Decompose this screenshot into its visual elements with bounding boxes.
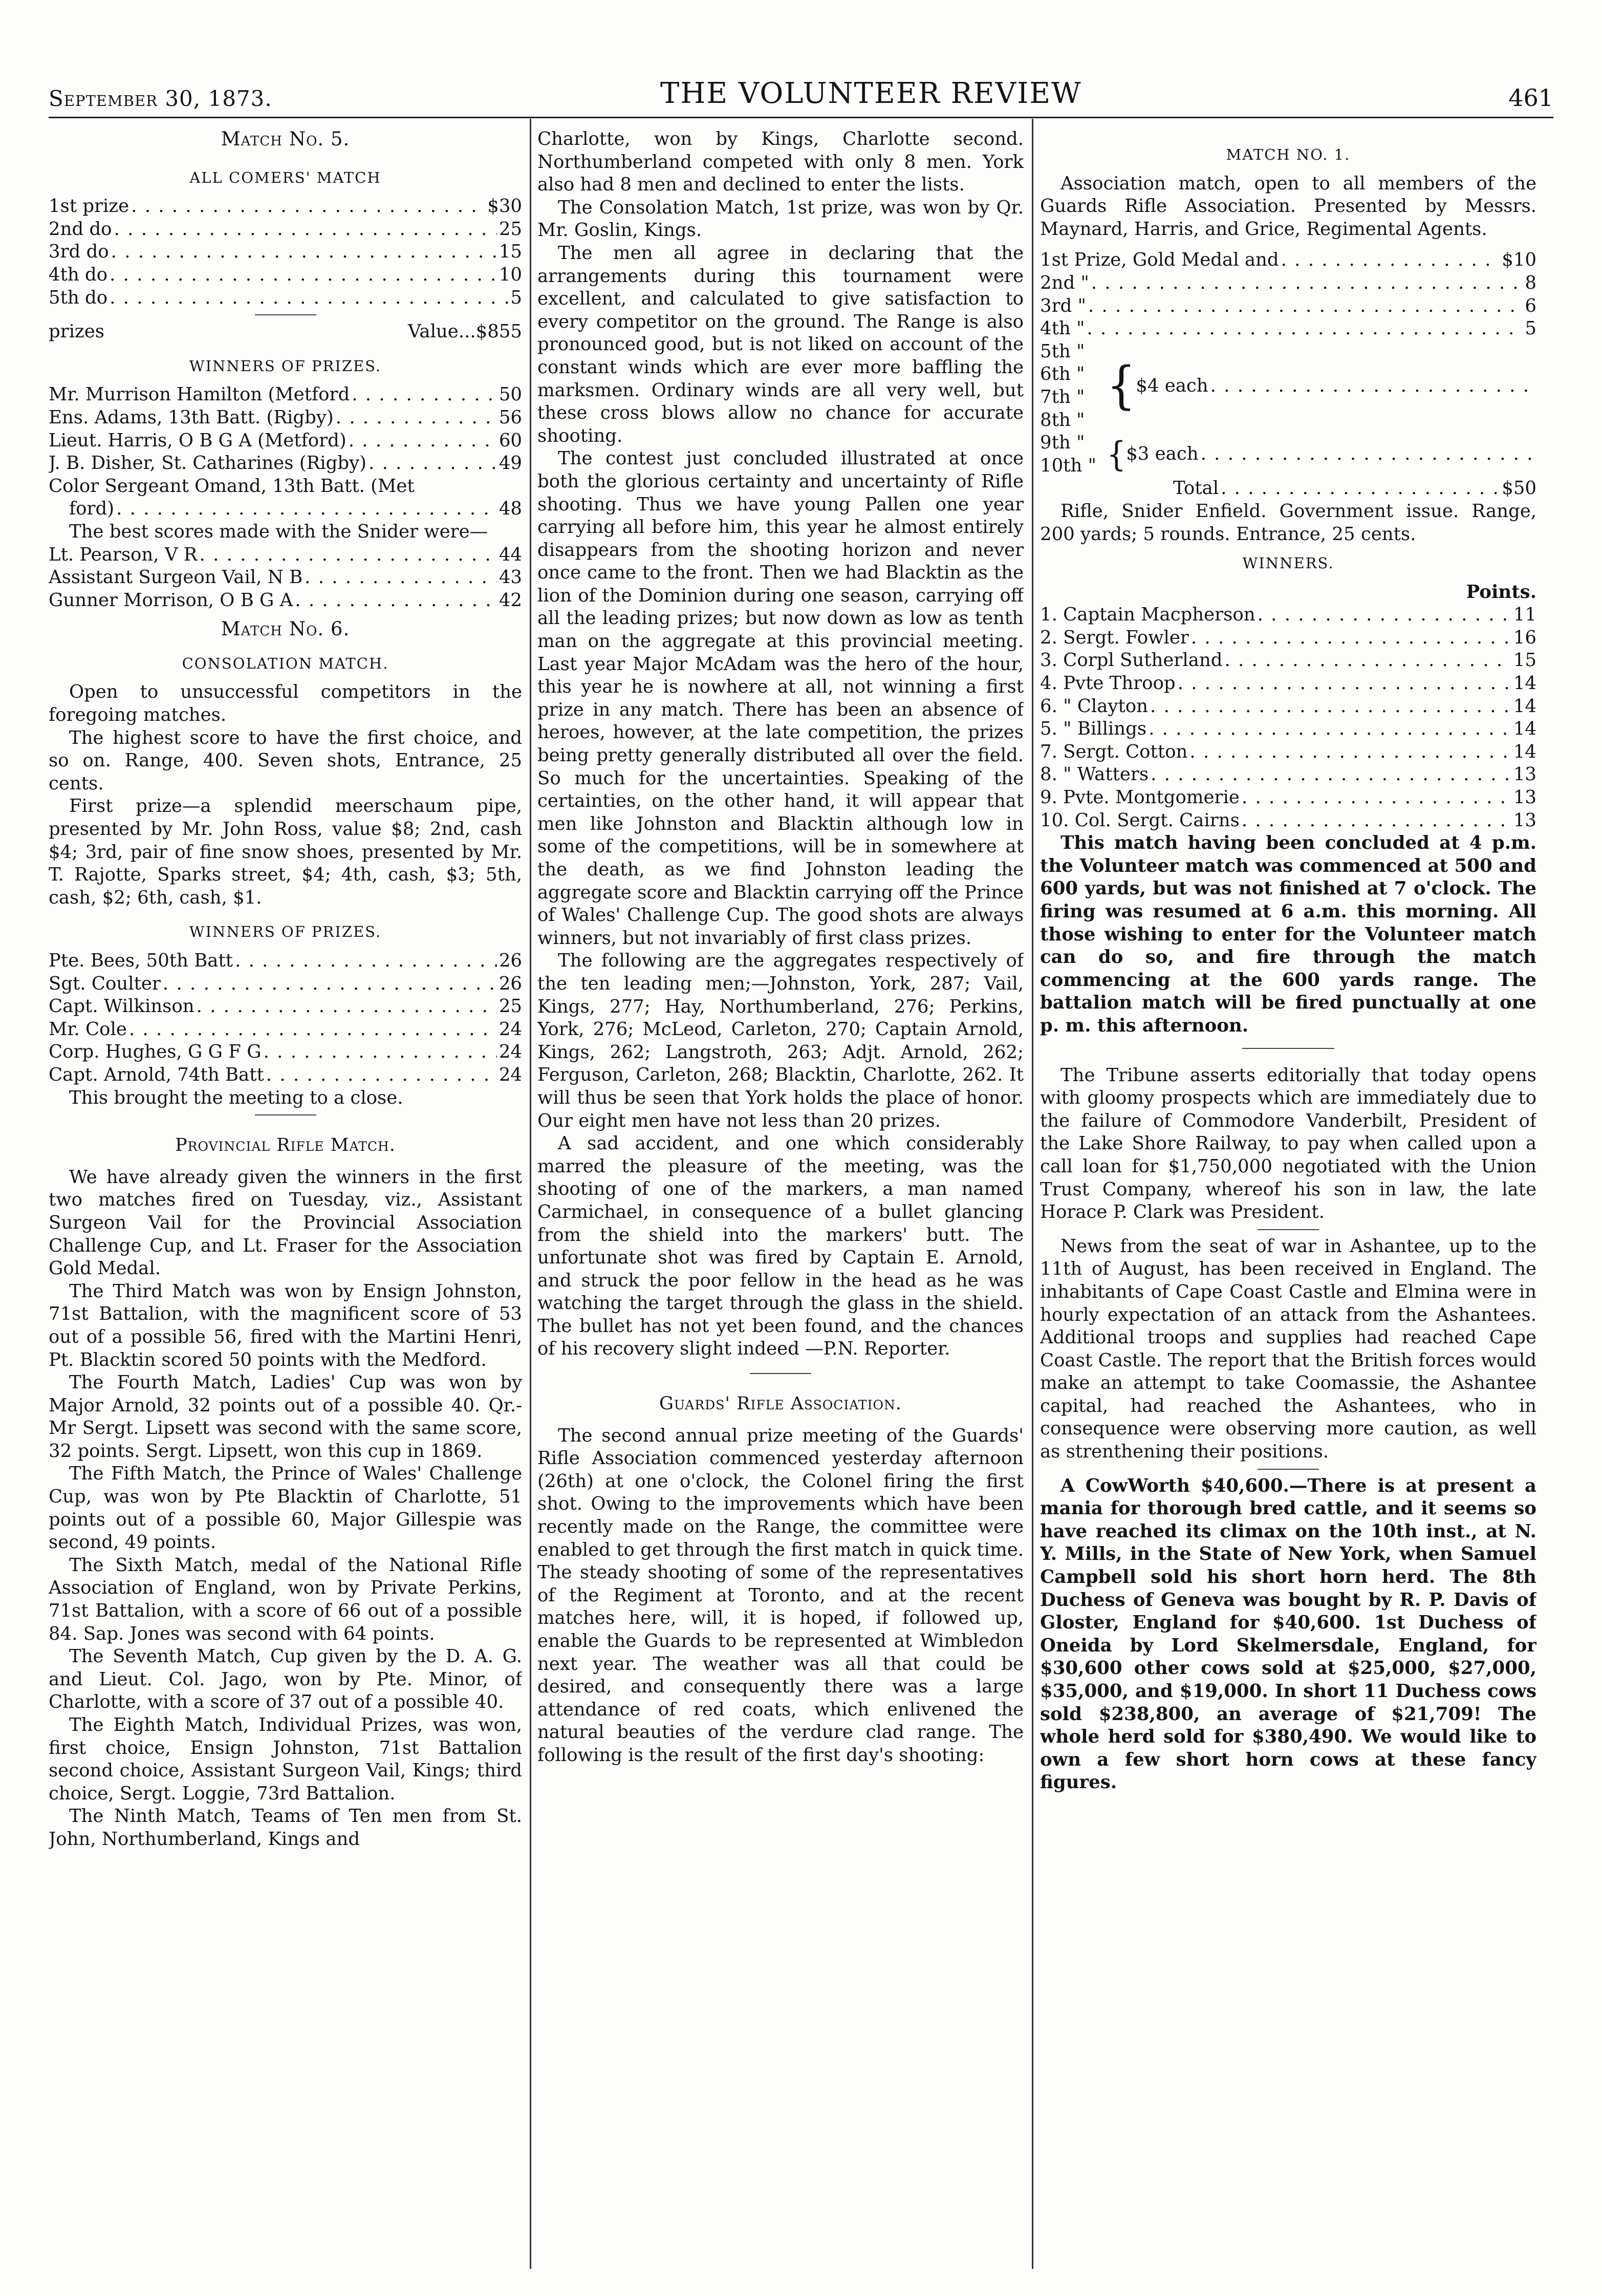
- prize-row: 2nd do . . . 25: [49, 218, 522, 241]
- snider-row: Gunner Morrison, O B G A . . . 42: [49, 589, 522, 612]
- match-5-title: Match No. 5.: [221, 128, 350, 150]
- divider: [255, 1114, 316, 1115]
- winner-row: 4. Pvte Throop . . . 14: [1040, 672, 1536, 695]
- match-5-subtitle: ALL COMERS' MATCH: [189, 168, 381, 186]
- paragraph: The contest just concluded illustrated at once both the glorious certainty and uncertainty of Rifle shooting. Thus we have young Pallen one year carrying all before him, this year he almost entirely disappears from the shooting horizon and never once came to the front. Then we had Blacktin as the lion of the Dominion during one season, carrying off all the leading prizes; but now down as low as tenth man on the aggregate at this provincial meeting. Last year Major McAdam was the hero of the hour, this year he is nowhere at all, not winning a first prize in any match. There has been an absence of heroes, however, at the late competition, the prizes being pretty generally distributed all over the field. So much for the uncertainties. Speaking of the certainties, on the other hand, it will appear that men like Johnston and Blacktin although low in some of the competitions, will be in somewhere at the death, as we find Johnston leading the aggregate score and Blacktin carrying off the Prince of Wales' Challenge Cup. The good shots are always winners, but not invariably of first class prizes.: [537, 448, 1024, 949]
- paragraph: Charlotte, won by Kings, Charlotte second. Northumberland competed with only 8 men. York also had 8 men and declined to enter the lists.: [537, 128, 1024, 196]
- total-row: Total . . . $50: [1040, 477, 1536, 500]
- prize-row: 4th " . . . 5: [1040, 317, 1536, 340]
- prize-list: [49, 195, 522, 309]
- paragraph: News from the seat of war in Ashantee, up to the 11th of August, has been received in England. The inhabitants of Cape Coast Castle and Elmina were in hourly expectation of an attack from the Ashantees. Additional troops and supplies had reached Cape Coast Castle. The report that the British forces would make an attempt to take Coomassie, the Ashantee capital, had reached the Ashantees, who in consequence were observing more caution, as well as strenthening their positions.: [1040, 1235, 1536, 1463]
- divider: [1258, 1469, 1319, 1470]
- paragraph: The Eighth Match, Individual Prizes, was won, first choice, Ensign Johnston, 71st Battalion second choice, Assistant Surgeon Vail, Kings; third choice, Sergt. Loggie, 73rd Battalion.: [49, 1714, 522, 1804]
- paragraph: This brought the meeting to a close.: [69, 1087, 403, 1108]
- winner-row: J. B. Disher, St. Catharines (Rigby) . . . 49: [49, 452, 522, 475]
- column-divider: [530, 119, 531, 2269]
- divider: [1258, 1229, 1319, 1230]
- winner-row: Mr. Cole . . . 24: [49, 1018, 522, 1041]
- winner-row: ford) . . . 48: [49, 498, 522, 521]
- paragraph: The Consolation Match, 1st prize, was won by Qr. Mr. Goslin, Kings.: [537, 197, 1024, 241]
- prize-row: 1st prize . . . $30: [49, 195, 522, 218]
- winner-row: Capt. Arnold, 74th Batt . . . 24: [49, 1064, 522, 1087]
- winner-row: Corp. Hughes, G G F G . . . 24: [49, 1041, 522, 1064]
- paragraph: A CowWorth $40,600.—There is at present a mania for thorough bred cattle, and it seems so have reached its climax on the 10th inst., at N. Y. Mills, in the State of New York, when Samuel Campbell sold his short horn herd. The 8th Duchess of Geneva was bought by R. P. Davis of Gloster, England for $40,600. 1st Duchess of Oneida by Lord Skelmersdale, England, for $30,600 other cows sold at $25,000, $27,000, $35,000, and $19,000. In short 11 Duchess cows sold $238,800, an average of $21,709! The whole herd sold for $380,490. We would like to own a few short horn cows at these fancy figures.: [1040, 1475, 1536, 1793]
- paragraph: The second annual prize meeting of the Guards' Rifle Association commenced yesterday afternoon (26th) at one o'clock, the Colonel firing the first shot. Owing to the improvements which have been recently made on the Range, the committee were enabled to get through the first match in quick time. The steady shooting of some of the representatives of the Regiment at Toronto, and at the recent matches here, will, it is hoped, if followed up, enable the Guards to be represented at Wimbledon next year. The weather was all that could be desired, and consequently there was a large attendance of red coats, which enlivened the natural beauties of the verdure clad range. The following is the result of the first day's shooting:: [537, 1425, 1024, 1766]
- winner-row: Mr. Murrison Hamilton (Metford . . . 50: [49, 383, 522, 406]
- winner-row: 8. " Watters . . . 13: [1040, 763, 1536, 786]
- match-6-subtitle: CONSOLATION MATCH.: [182, 654, 389, 672]
- winner-row: 6. " Clayton . . . 14: [1040, 695, 1536, 718]
- winner-row: Pte. Bees, 50th Batt . . . 26: [49, 950, 522, 973]
- winner-row: 7. Sergt. Cotton . . . 14: [1040, 741, 1536, 764]
- points-heading: Points.: [1466, 581, 1536, 603]
- column-1: [49, 128, 522, 2268]
- paragraph: Association match, open to all members of the Guards Rifle Association. Presented by Messrs. Maynard, Harris, and Grice, Regimental Agents.: [1040, 173, 1536, 240]
- paragraph: The Fourth Match, Ladies' Cup was won by Major Arnold, 32 points out of a possible 40. Qr.-Mr Sergt. Lipsett was second with the same score, 32 points. Sergt. Lipsett, won this cup in 1869.: [49, 1372, 522, 1462]
- winner-row: Lieut. Harris, O B G A (Metford) . . . 60: [49, 430, 522, 453]
- divider: [750, 1373, 811, 1374]
- provincial-match-heading: Provincial Rifle Match.: [175, 1135, 396, 1156]
- brace-icon: {: [1107, 356, 1136, 416]
- guards-heading: Guards' Rifle Association.: [659, 1393, 902, 1414]
- paragraph: The Seventh Match, Cup given by the D. A. G. and Lieut. Col. Jago, won by Pte. Minor, of Charlotte, with a score of 37 out of a possible 40.: [49, 1646, 522, 1713]
- winner-row: 5. " Billings . . . 14: [1040, 718, 1536, 741]
- column-3: [1040, 128, 1536, 2268]
- paragraph: Open to unsuccessful competitors in the foregoing matches.: [49, 681, 522, 726]
- winner-row: 1. Captain Macpherson . . . 11: [1040, 604, 1536, 627]
- match-6-title: Match No. 6.: [221, 618, 350, 640]
- column-divider: [1032, 119, 1033, 2269]
- column-2: [537, 128, 1024, 2268]
- winners-subtitle: WINNERS.: [1242, 554, 1334, 572]
- page-number: 461: [1508, 84, 1553, 112]
- page-header: [49, 67, 1553, 113]
- paragraph: We have already given the winners in the first two matches fired on Tuesday, viz., Assistant Surgeon Vail for the Provincial Association Challenge Cup, and Lt. Fraser for the Association Gold Medal.: [49, 1166, 522, 1279]
- paragraph: The highest score to have the first choice, and so on. Range, 400. Seven shots, Entrance, 25 cents.: [49, 727, 522, 794]
- prize-list: [1040, 249, 1536, 500]
- divider: [1242, 1048, 1334, 1049]
- prize-row: 3rd " . . . 6: [1040, 295, 1536, 318]
- header-rule: [49, 117, 1553, 118]
- snider-row: Assistant Surgeon Vail, N B . . . 43: [49, 566, 522, 589]
- paragraph: The following are the aggregates respectively of the ten leading men;—Johnston, York, 287; Vail, Kings, 277; Hay, Northumberland, 276; Perkins, York, 276; McLeod, Carleton, 270; Captain Arnold, Kings, 262; Langstroth, 263; Adjt. Arnold, 262; Ferguson, Carleton, 268; Blacktin, Charlotte, 262. It will thus be seen that York holds the place of honor. Our eight men have not less than 20 prizes.: [537, 950, 1024, 1131]
- winner-row: 3. Corpl Sutherland . . . 15: [1040, 649, 1536, 672]
- prize-row: 2nd " . . . 8: [1040, 272, 1536, 295]
- issue-date: September 30, 1873.: [49, 86, 272, 111]
- paragraph: The Fifth Match, the Prince of Wales' Challenge Cup, was won by Pte Blacktin of Charlotte, 51 points out of a possible 60, Major Gillespie was second, 49 points.: [49, 1463, 522, 1553]
- best-scores-note: The best scores made with the Snider were—: [69, 521, 488, 542]
- prize-row: 1st Prize, Gold Medal and . . . $10: [1040, 249, 1536, 272]
- paragraph: The men all agree in declaring that the arrangements during this tournament were excellent, and calculated to give satisfaction to every competitor on the ground. The Range is also pronounced good, but is not liked on account of the constant winds which are ever more baffling the marksmen. Ordinary winds are all very well, but these cross blows allow no chance for accurate shooting.: [537, 242, 1024, 446]
- paragraph: This match having been concluded at 4 p.m. the Volunteer match was commenced at 500 and 600 yards, but was not finished at 7 o'clock. The firing was resumed at 6 a.m. this morning. All those wishing to enter for the Volunteer match can do so, and fire through the match commencing at the 600 yards range. The battalion match will be fired punctually at one p. m. this afternoon.: [1040, 832, 1536, 1036]
- winner-row: 2. Sergt. Fowler . . . 16: [1040, 627, 1536, 650]
- brace-icon: {: [1107, 435, 1127, 475]
- winners-subtitle: WINNERS OF PRIZES.: [189, 923, 382, 941]
- prizes-value-row: prizes Value...$855: [49, 321, 522, 342]
- prize-row: 3rd do . . . 15: [49, 241, 522, 264]
- paragraph: The Sixth Match, medal of the National Rifle Association of England, won by Private Perkins, 71st Battalion, with a score of 66 out of a possible 84. Sap. Jones was second with 64 points.: [49, 1554, 522, 1644]
- winners-subtitle: WINNERS OF PRIZES.: [189, 357, 382, 375]
- match-1-title: MATCH NO. 1.: [1226, 146, 1351, 163]
- divider: [255, 314, 316, 315]
- prize-bracket: 5th " 6th " 7th " 8th " { $4 each . . .: [1040, 340, 1536, 432]
- paragraph: The Tribune asserts editorially that today opens with gloomy prospects which are immediately due to the failure of Commodore Vanderbilt, President of the Lake Shore Railway, to pay when called upon a call loan for $1,750,000 negotiated with the Union Trust Company, whereof his son in law, the late Horace P. Clark was President.: [1040, 1064, 1536, 1223]
- winner-row: 9. Pvte. Montgomerie . . . 13: [1040, 786, 1536, 809]
- paragraph: Rifle, Snider Enfield. Government issue. Range, 200 yards; 5 rounds. Entrance, 25 cents.: [1040, 500, 1536, 545]
- winner-row: Color Sergeant Omand, 13th Batt. (Met: [49, 475, 415, 497]
- paragraph: A sad accident, and one which considerably marred the pleasure of the meeting, was the shooting of one of the markers, a man named Carmichael, in consequence of a bullet glancing from the shield into the markers' butt. The unfortunate shot was fired by Captain E. Arnold, and struck the poor fellow in the head as he was watching the target through the glass in the shield. The bullet has not yet been found, and the chances of his recovery slight indeed —P.N. Reporter.: [537, 1133, 1024, 1360]
- prize-row: 4th do . . . 10: [49, 264, 522, 287]
- winner-row: Capt. Wilkinson . . . 25: [49, 995, 522, 1018]
- paragraph: The Third Match was won by Ensign Johnston, 71st Battalion, with the magnificent score of 53 out of a possible 56, fired with the Martini Henri, Pt. Blacktin scored 50 points with the Medford.: [49, 1280, 522, 1370]
- snider-row: Lt. Pearson, V R . . . 44: [49, 544, 522, 567]
- paragraph: The Ninth Match, Teams of Ten men from St. John, Northumberland, Kings and: [49, 1806, 522, 1850]
- winner-row: Sgt. Coulter . . . 26: [49, 973, 522, 996]
- prize-bracket: 9th " 10th " { $3 each . . .: [1040, 432, 1536, 477]
- winner-row: 10. Col. Sergt. Cairns . . . 13: [1040, 809, 1536, 832]
- winner-row: Ens. Adams, 13th Batt. (Rigby) . . . 56: [49, 406, 522, 430]
- masthead-title: THE VOLUNTEER REVIEW: [660, 77, 1082, 110]
- paragraph: First prize—a splendid meerschaum pipe, presented by Mr. John Ross, value $8; 2nd, cash $4; 3rd, pair of fine snow shoes, presented by Mr. T. Rajotte, Sparks street, $4; 4th, cash, $3; 5th, cash, $2; 6th, cash, $1.: [49, 796, 522, 908]
- prize-row: 5th do . . . 5: [49, 287, 522, 310]
